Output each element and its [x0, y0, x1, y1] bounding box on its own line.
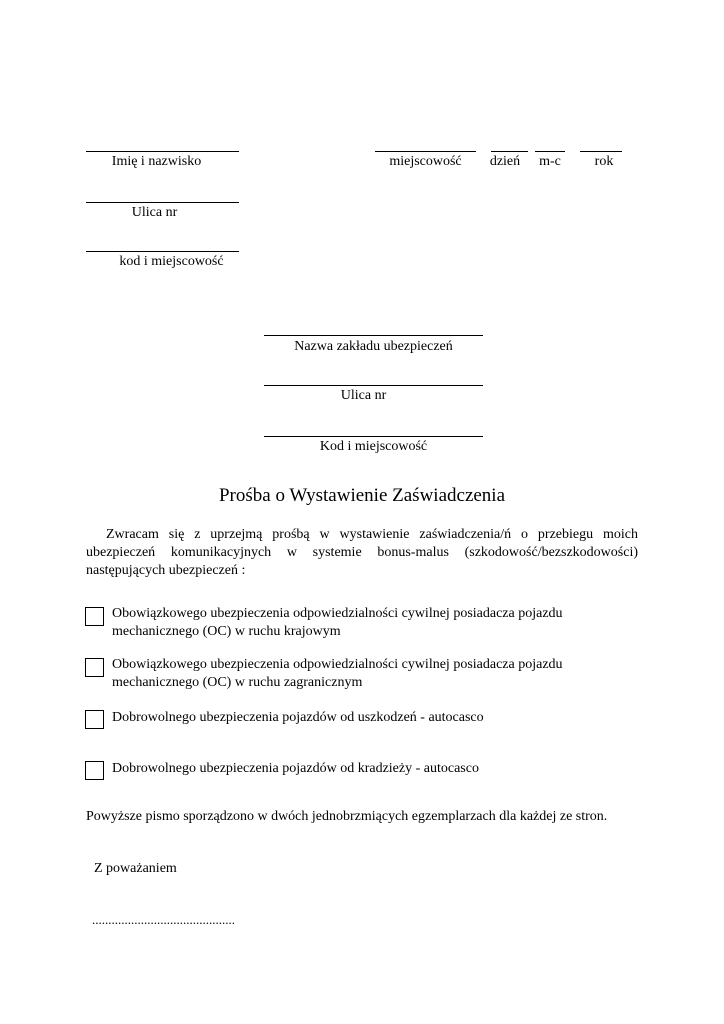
regards-text: Z poważaniem — [94, 861, 177, 876]
option-label — [112, 605, 563, 641]
option-label — [112, 709, 484, 727]
sender-postal-line[interactable] — [86, 251, 239, 252]
insurer-street-line[interactable] — [264, 385, 483, 386]
checkbox-autocasco-theft[interactable] — [85, 761, 104, 780]
option-label — [112, 656, 563, 692]
insurer-postal-line[interactable] — [264, 436, 483, 437]
request-paragraph — [86, 526, 638, 580]
sender-street-line[interactable] — [86, 202, 239, 203]
year-line[interactable] — [580, 151, 622, 152]
place-label: miejscowość — [389, 154, 462, 169]
request-line-3: następujących ubezpieczeń : — [86, 563, 246, 578]
request-line-1: Zwracam się z uprzejmą prośbą w wystawienie zaświadczenia/ń o przebiegu moich — [106, 527, 638, 542]
insurer-street-label: Ulica nr — [340, 388, 387, 403]
signature-line[interactable]: ............................................ — [92, 912, 235, 927]
option-label-line-2: mechanicznego (OC) w ruchu krajowym — [112, 624, 341, 639]
day-label: dzień — [489, 154, 521, 169]
checkbox-autocasco-damage[interactable] — [85, 710, 104, 729]
sender-name-label: Imię i nazwisko — [111, 154, 202, 169]
request-line-2: ubezpieczeń komunikacyjnych w systemie bonus-malus (szkodowość/bezszkodowości) — [86, 545, 638, 560]
document-title: Prośba o Wystawienie Zaświadczenia — [218, 485, 506, 506]
option-label-line-1: Dobrowolnego ubezpieczenia pojazdów od kradzieży - autocasco — [112, 761, 479, 776]
insurer-name-label: Nazwa zakładu ubezpieczeń — [294, 339, 453, 354]
option-label-line-1: Obowiązkowego ubezpieczenia odpowiedzialności cywilnej posiadacza pojazdu — [112, 606, 563, 621]
sender-name-line[interactable] — [86, 151, 239, 152]
insurer-postal-label: Kod i miejscowość — [319, 439, 428, 454]
option-label-line-2: mechanicznego (OC) w ruchu zagranicznym — [112, 675, 363, 690]
day-line[interactable] — [491, 151, 528, 152]
place-line[interactable] — [375, 151, 476, 152]
month-line[interactable] — [535, 151, 565, 152]
year-label: rok — [594, 154, 614, 169]
checkbox-oc-foreign[interactable] — [85, 658, 104, 677]
option-label — [112, 760, 479, 778]
sender-street-label: Ulica nr — [131, 205, 178, 220]
month-label: m-c — [539, 154, 561, 169]
option-label-line-1: Obowiązkowego ubezpieczenia odpowiedzialności cywilnej posiadacza pojazdu — [112, 657, 563, 672]
insurer-name-line[interactable] — [264, 335, 483, 336]
sender-postal-label: kod i miejscowość — [119, 254, 224, 269]
copies-note: Powyższe pismo sporządzono w dwóch jednobrzmiących egzemplarzach dla każdej ze stron. — [86, 809, 608, 824]
option-label-line-1: Dobrowolnego ubezpieczenia pojazdów od uszkodzeń - autocasco — [112, 710, 484, 725]
checkbox-oc-domestic[interactable] — [85, 607, 104, 626]
